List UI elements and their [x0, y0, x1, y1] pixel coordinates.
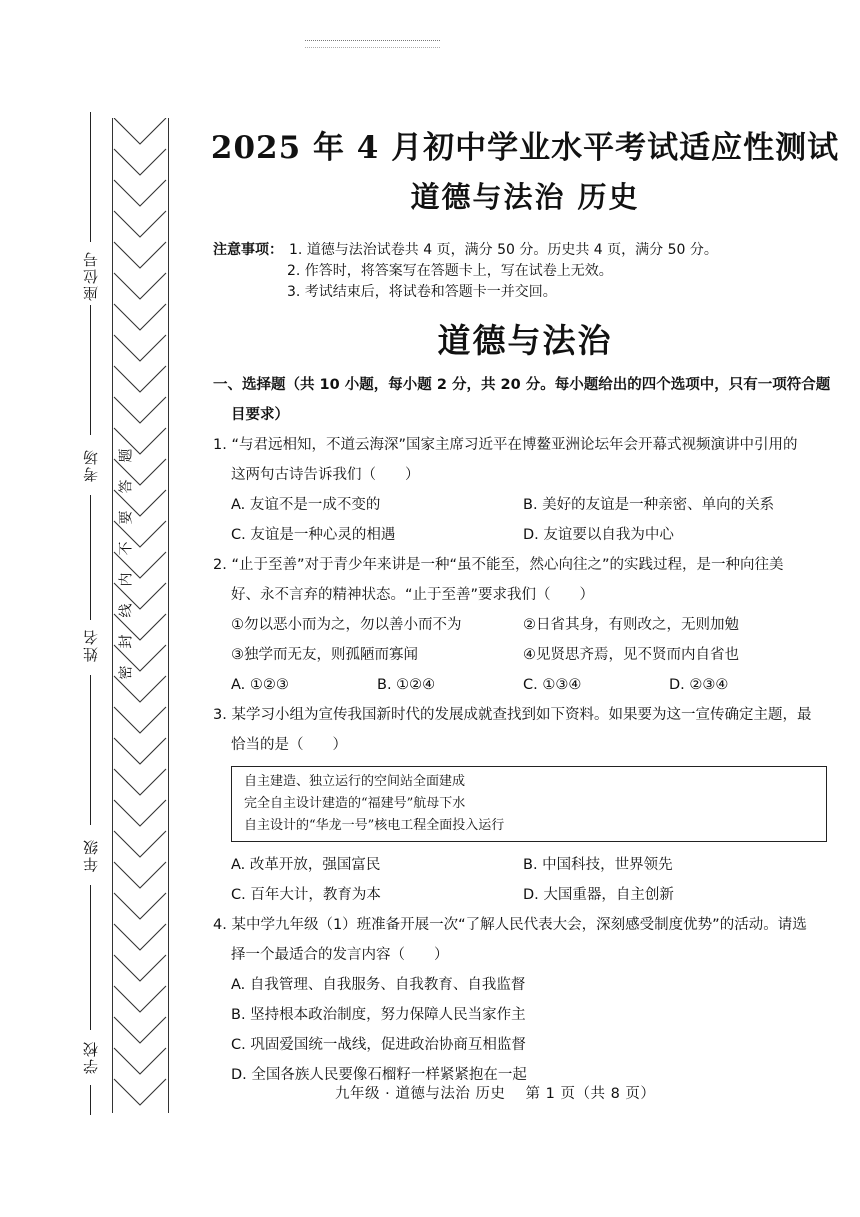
material-box: [231, 766, 827, 842]
question-stem: 4. 某中学九年级（1）班准备开展一次“了解人民代表大会，深刻感受制度优势”的活动。请选: [213, 917, 807, 933]
chevron-mark: [114, 707, 166, 733]
option: A. 改革开放，强国富民: [231, 857, 381, 873]
option: D. 全国各族人民要像石榴籽一样紧紧抱在一起: [231, 1067, 527, 1083]
field-line: [90, 305, 91, 435]
seal-char: 答: [118, 479, 135, 494]
exam-notes: [213, 240, 718, 303]
option: C. 巩固爱国统一战线，促进政治协商互相监督: [231, 1037, 526, 1053]
option: B. 坚持根本政治制度，努力保障人民当家作主: [231, 1007, 526, 1023]
chevron-mark: [114, 149, 166, 175]
field-line: [90, 885, 91, 1030]
option: C. 友谊是一种心灵的相遇: [231, 527, 396, 543]
statements-row: [213, 640, 848, 670]
seal-char: 不: [118, 541, 135, 556]
chevron-mark: [114, 211, 166, 237]
material-line: 自主建造、独立运行的空间站全面建成: [244, 774, 466, 789]
question-stem-cont: 好、永不言弃的精神状态。“止于至善”要求我们（ ）: [231, 587, 595, 603]
chevron-mark: [114, 118, 166, 144]
statement: ②日省其身，有则改之，无则加勉: [523, 617, 739, 633]
statement: ③独学而无友，则孤陋而寡闻: [231, 647, 418, 663]
question-stem-cont: 择一个最适合的发言内容（ ）: [231, 947, 449, 963]
options-row: [213, 490, 848, 520]
scan-artifact: [305, 40, 440, 48]
option: B. 美好的友谊是一种亲密、单向的关系: [523, 497, 775, 513]
option: D. 大国重器，自主创新: [523, 887, 674, 903]
seal-char: 题: [118, 448, 135, 463]
option: B. 中国科技，世界领先: [523, 857, 673, 873]
field-line: [90, 112, 91, 242]
notes-label: 注意事项：: [213, 242, 283, 258]
options-row: [213, 520, 848, 550]
field-line: [90, 495, 91, 620]
statement: ④见贤思齐焉，见不贤而内自省也: [523, 647, 739, 663]
exam-title: 2025 年 4 月初中学业水平考试适应性测试: [210, 130, 840, 166]
chevron-mark: [114, 335, 166, 361]
exam-subtitle: 道德与法治 历史: [410, 180, 640, 214]
field-line: [90, 675, 91, 825]
material-line: 自主设计的“华龙一号”核电工程全面投入运行: [244, 818, 505, 833]
chevron-mark: [114, 862, 166, 888]
chevron-mark: [114, 831, 166, 857]
chevron-mark: [114, 1048, 166, 1074]
question-body: [213, 370, 848, 1090]
note-item: 1. 道德与法治试卷共 4 页，满分 50 分。历史共 4 页，满分 50 分。: [289, 242, 718, 258]
chevron-mark: [114, 273, 166, 299]
chevron-mark: [114, 397, 166, 423]
seal-char: 封: [118, 634, 135, 649]
option: A. ①②③: [231, 677, 289, 693]
part-heading-cont: 目要求）: [231, 407, 289, 423]
chevron-mark: [114, 924, 166, 950]
section-title: 道德与法治: [437, 321, 613, 360]
option: D. 友谊要以自我为中心: [523, 527, 674, 543]
chevron-mark: [114, 955, 166, 981]
chevron-mark: [114, 800, 166, 826]
seal-char: 线: [118, 603, 135, 618]
material-line: 完全自主设计建造的“福建号”航母下水: [244, 796, 466, 811]
option: B. ①②④: [377, 677, 436, 693]
chevron-mark: [114, 893, 166, 919]
question-stem: 1. “与君远相知，不道云海深”国家主席习近平在博鳌亚洲论坛年会开幕式视频演讲中引用的: [213, 437, 798, 453]
field-line: [90, 1085, 91, 1115]
note-item: 2. 作答时，将答案写在答题卡上，写在试卷上无效。: [287, 263, 613, 279]
note-item: 3. 考试结束后，将试卷和答题卡一并交回。: [287, 284, 557, 300]
question-stem: 2. “止于至善”对于青少年来讲是一种“虽不能至，然心向往之”的实践过程，是一种向往美: [213, 557, 784, 573]
chevron-mark: [114, 738, 166, 764]
option: C. ①③④: [523, 677, 582, 693]
part-heading: 一、选择题（共 10 小题，每小题 2 分，共 20 分。每小题给出的四个选项中，只有一项符合题: [213, 377, 831, 393]
chevron-mark: [114, 986, 166, 1012]
grade-label: 年级: [82, 838, 100, 872]
options-row: [213, 880, 848, 910]
statement: ①勿以恶小而为之，勿以善小而不为: [231, 617, 462, 633]
exam-room-label: 考场: [82, 448, 100, 482]
options-row: [213, 850, 848, 880]
chevron-mark: [114, 769, 166, 795]
chevron-mark: [114, 180, 166, 206]
seal-char: 内: [118, 572, 135, 587]
chevron-mark: [114, 1017, 166, 1043]
seal-char: 要: [118, 510, 135, 525]
question-stem-cont: 恰当的是（ ）: [231, 737, 347, 753]
option: A. 友谊不是一成不变的: [231, 497, 381, 513]
question-stem: 3. 某学习小组为宣传我国新时代的发展成就查找到如下资料。如果要为这一宣传确定主题，最: [213, 707, 812, 723]
chevron-mark: [114, 242, 166, 268]
statements-row: [213, 610, 848, 640]
name-label: 姓名: [82, 628, 100, 662]
question-stem-cont: 这两句古诗告诉我们（ ）: [231, 467, 420, 483]
option: D. ②③④: [669, 677, 729, 693]
option: A. 自我管理、自我服务、自我教育、自我监督: [231, 977, 526, 993]
page-footer: 九年级 · 道德与法治 历史 第 1 页（共 8 页）: [335, 1086, 656, 1102]
seal-notice: [116, 440, 138, 688]
chevron-mark: [114, 304, 166, 330]
seal-char: 密: [118, 665, 135, 680]
seat-number-label: 座位号: [82, 250, 100, 301]
chevron-mark: [114, 366, 166, 392]
options-row: [213, 670, 848, 700]
option: C. 百年大计，教育为本: [231, 887, 381, 903]
school-label: 学校: [82, 1040, 100, 1074]
chevron-mark: [114, 1079, 166, 1105]
